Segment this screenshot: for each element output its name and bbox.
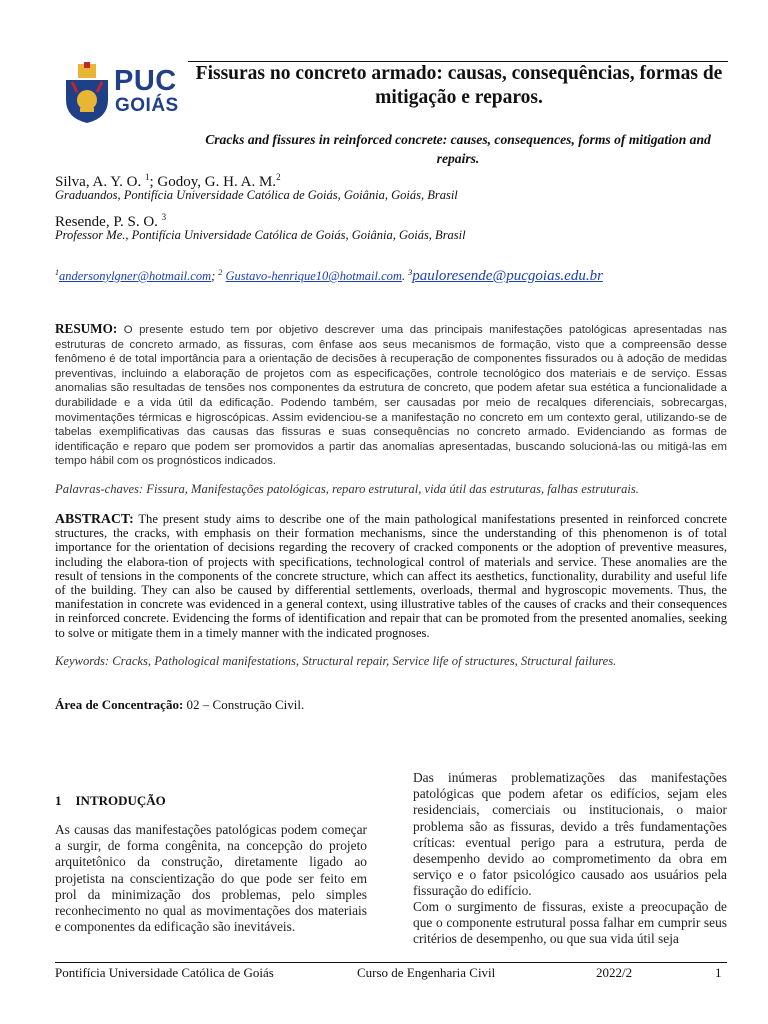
intro-right-paragraph-2: Com o surgimento de fissuras, existe a preocupação de que o componente estrutural possa falhar em cumprir seus critérios de desempenho, ou que sua vida útil seja (413, 899, 727, 947)
abstract-paragraph (55, 512, 727, 640)
university-logo (62, 62, 180, 124)
email-separator: . (401, 269, 409, 283)
resumo-label: RESUMO: (55, 321, 118, 336)
author-godoy: ; Godoy, G. H. A. M. (149, 174, 277, 190)
author-sup-2: 2 (276, 172, 281, 182)
footer-rule (55, 962, 727, 963)
section-heading (55, 793, 166, 809)
logo-text-goias: GOIÁS (115, 95, 179, 116)
affiliation-students: Graduandos, Pontifícia Universidade Católica de Goiás, Goiânia, Goiás, Brasil (55, 188, 458, 202)
email-link-3[interactable]: pauloresende@pucgoias.edu.br (412, 268, 603, 284)
keywords: Keywords: Cracks, Pathological manifestations, Structural repair, Service life of structures, Structural failures. (55, 654, 617, 668)
palavras-chaves: Palavras-chaves: Fissura, Manifestações patológicas, reparo estrutural, vida útil das estruturas, falhas estruturais. (55, 482, 639, 496)
area-concentracao (55, 697, 304, 713)
author-sup-3: 3 (161, 212, 167, 222)
abstract-label: ABSTRACT: (55, 511, 134, 526)
intro-right-paragraph-1: Das inúmeras problematizações das manifestações patológicas que podem afetar os edifícios, sejam eles residenciais, comerciais ou institucionais, o maior problema são as fissuras, devido a três fundamentações críticas: eventual perigo para a estrutura, perda de desempenho devido ao comprometimento da obra em serviço e o fator psicológico causado aos usuários pela fissuração do edifício. (413, 770, 727, 899)
affiliation-professor: Professor Me., Pontifícia Universidade Católica de Goiás, Goiânia, Goiás, Brasil (55, 228, 466, 242)
email-link-2[interactable]: Gustavo-henrique10@hotmail.com (225, 269, 402, 283)
intro-left-column: As causas das manifestações patológicas podem começar a surgir, de forma congênita, na concepção do projeto arquitetônico da construção, diretamente ligado ao projetista na conscientização do que pode ser feito em prol da minimização dos problemas, pelo simples reconhecimento no qual as movimentações dos materiais e componentes da edificação são inevitáveis. (55, 822, 367, 935)
author-silva: Silva, A. Y. O. (55, 174, 146, 190)
email-sup-1: 1 (55, 267, 59, 277)
author-sup-1: 1 (145, 172, 150, 182)
paper-title: Fissuras no concreto armado: causas, consequências, formas de mitigação e reparos. (195, 63, 723, 108)
author-resende: Resende, P. S. O. (55, 214, 162, 230)
email-link-1[interactable]: andersonylgner@hotmail.com (59, 269, 212, 283)
section-number: 1 (55, 793, 62, 808)
email-sup-2: 2 (218, 267, 223, 277)
crest-icon (62, 62, 112, 124)
logo-text-puc: PUC (114, 65, 177, 97)
resumo-text: O presente estudo tem por objetivo descrever uma das principais manifestações patológicas apresentadas nas estruturas de concreto armado, as fissuras, com ênfase aos seus mecanismos de formação, visto que a compreensão desse fenômeno é de total importância para a orientação de decisões à recuperação de componentes fissurados ou à adoção de medidas preventivas, incluindo a elaboração de projetos com as especificações, controle tecnológico dos materiais e de serviço. Essas anomalias são resultadas de tensões nos componentes da estrutura de concreto, que podem afetar sua estética a funcionalidade a durabilidade e a vida útil da edificação. Podendo também, ser causadas por meio de recalques diferenciais, sobrecargas, movimentações térmicas e higroscópicas. Assim evidenciou-se a manifestação no concreto em um contexto geral, utilizando-se de tabelas exemplificativas das causas das fissuras e suas consequências no concreto armado. Evidenciando as formas de identificação e reparo que podem ser promovidos a partir das anomalias apresentadas, buscando solucioná-las ou mitigá-las em tempo hábil com os prognósticos indicados. (55, 324, 727, 468)
abstract-text: The present study aims to describe one of the main pathological manifestations presented in reinforced concrete structures, the cracks, with emphasis on their formation mechanisms, since the understanding of this phenomenon is of total importance for the orientation of decisions regarding the recovery of cracked components or the adoption of preventive measures, including the elabora-tion of projects with specifications, technological control of materials and service. These anomalies are the result of tensions in the components of the concrete structure, which can affect its aesthetics, functionality, durability and useful life of the building. They can also be caused by differential settlements, overloads, thermal and hygroscopic movements. Thus, the manifestation in concrete was evidenced in a general context, using illustrative tables of the causes of cracks and their consequences in reinforced concrete. Evidencing the forms of identification and repair that can be promoted from the presented anomalies, seeking to solve or mitigate them in a timely manner with the indicated prognoses. (55, 512, 727, 640)
footer-term: 2022/2 (596, 965, 633, 980)
footer-page-number: 1 (715, 965, 722, 980)
footer-university: Pontifícia Universidade Católica de Goiás (55, 965, 274, 980)
email-sup-3: 3 (408, 267, 413, 277)
area-label: Área de Concentração: (55, 697, 184, 712)
author-emails (55, 268, 603, 285)
area-value: 02 – Construção Civil. (183, 697, 305, 712)
footer-course: Curso de Engenharia Civil (357, 965, 496, 980)
resumo-paragraph (55, 322, 727, 469)
paper-subtitle: Cracks and fissures in reinforced concrete: causes, consequences, forms of mitigation and repairs. (205, 132, 711, 166)
section-title: INTRODUÇÃO (75, 793, 166, 808)
email-separator: ; (211, 269, 219, 283)
